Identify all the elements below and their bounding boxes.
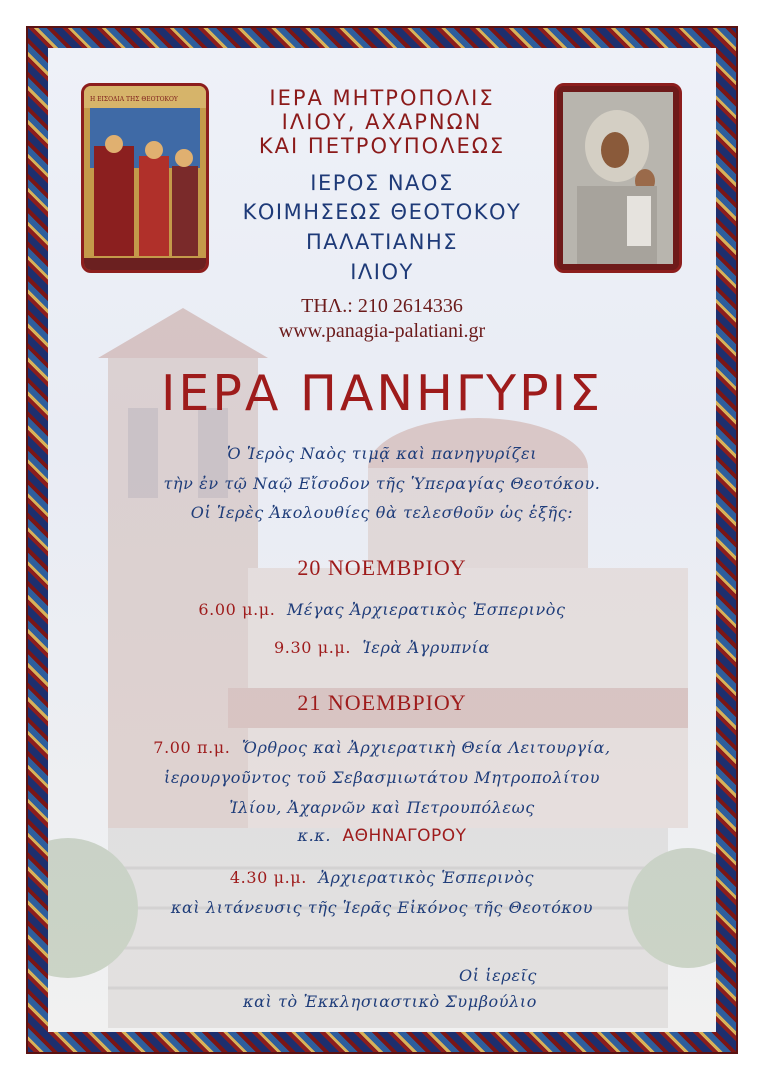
church-line-2: ΚΟΙΜΗΣΕΩΣ ΘΕΟΤΟΚΟΥ — [242, 200, 522, 224]
signature-line-1: Οἱ ἱερεῖς — [459, 966, 537, 985]
icon-caption: Η ΕΙΣΟΔΙΑ ΤΗΣ ΘΕΟΤΟΚΟΥ — [90, 96, 178, 103]
day2-service-1-line-1 — [0, 738, 764, 757]
church-line-1: ΙΕΡΟΣ ΝΑΟΣ — [310, 171, 454, 195]
church-line-4: ΙΛΙΟΥ — [350, 260, 414, 284]
day2-service-2-line-1 — [0, 868, 764, 887]
intro-line-2: τὴν ἐν τῷ Ναῷ Εἴσοδον τῆς Ὑπεραγίας Θεοτόκου. — [163, 474, 601, 493]
service-time: 7.00 π.μ. — [153, 738, 231, 757]
date-heading-day1: 20 ΝΟΕΜΒΡΙΟΥ — [297, 555, 467, 580]
page-title: ΙΕΡΑ ΠΑΝΗΓΥΡΙΣ — [160, 365, 604, 422]
day2-service-1-line-2: ἱερουργοῦντος τοῦ Σεβασμιωτάτου Μητροπολίτου — [163, 768, 601, 787]
phone-number: ΤΗΛ.: 210 2614336 — [301, 295, 463, 317]
metropolis-line-2: ΙΛΙΟΥ, ΑΧΑΡΝΩΝ — [281, 110, 483, 134]
service-description: Ἀρχιερατικὸς Ἑσπερινὸς — [318, 868, 535, 887]
service-time: 9.30 μ.μ. — [274, 638, 352, 657]
website-link[interactable]: www.panagia-palatiani.gr — [278, 320, 486, 342]
day2-service-1-line-4 — [0, 826, 764, 846]
service-description: Ὄρθρος καὶ Ἀρχιερατικὴ Θεία Λειτουργία, — [241, 738, 611, 757]
metropolitan-name: ΑΘΗΝΑΓΟΡΟΥ — [342, 826, 467, 846]
day2-service-1-line-3: Ἰλίου, Ἀχαρνῶν καὶ Πετρουπόλεως — [229, 798, 535, 817]
date-heading-day2: 21 ΝΟΕΜΒΡΙΟΥ — [297, 690, 467, 715]
signature-line-2: καὶ τὸ Ἐκκλησιαστικὸ Συμβούλιο — [243, 992, 537, 1011]
day1-service-2 — [0, 638, 764, 657]
intro-line-1: Ὁ Ἱερὸς Ναὸς τιμᾷ καὶ πανηγυρίζει — [226, 444, 538, 463]
service-time: 4.30 μ.μ. — [229, 868, 307, 887]
service-description: Μέγας Ἀρχιερατικὸς Ἑσπερινὸς — [286, 600, 566, 619]
day2-service-2-line-2: καὶ λιτάνευσις τῆς Ἱερᾶς Εἰκόνος τῆς Θεοτόκου — [170, 898, 594, 917]
honorific: κ.κ. — [297, 826, 332, 845]
intro-line-3: Οἱ Ἱερὲς Ἀκολουθίες θὰ τελεσθοῦν ὡς ἑξῆς: — [190, 503, 574, 522]
service-time: 6.00 μ.μ. — [198, 600, 276, 619]
church-line-3: ΠΑΛΑΤΙΑΝΗΣ — [305, 230, 459, 254]
metropolis-line-1: ΙΕΡΑ ΜΗΤΡΟΠΟΛΙΣ — [269, 86, 495, 110]
service-description: Ἱερὰ Ἀγρυπνία — [362, 638, 490, 657]
day1-service-1 — [0, 600, 764, 619]
metropolis-line-3: ΚΑΙ ΠΕΤΡΟΥΠΟΛΕΩΣ — [258, 134, 506, 158]
